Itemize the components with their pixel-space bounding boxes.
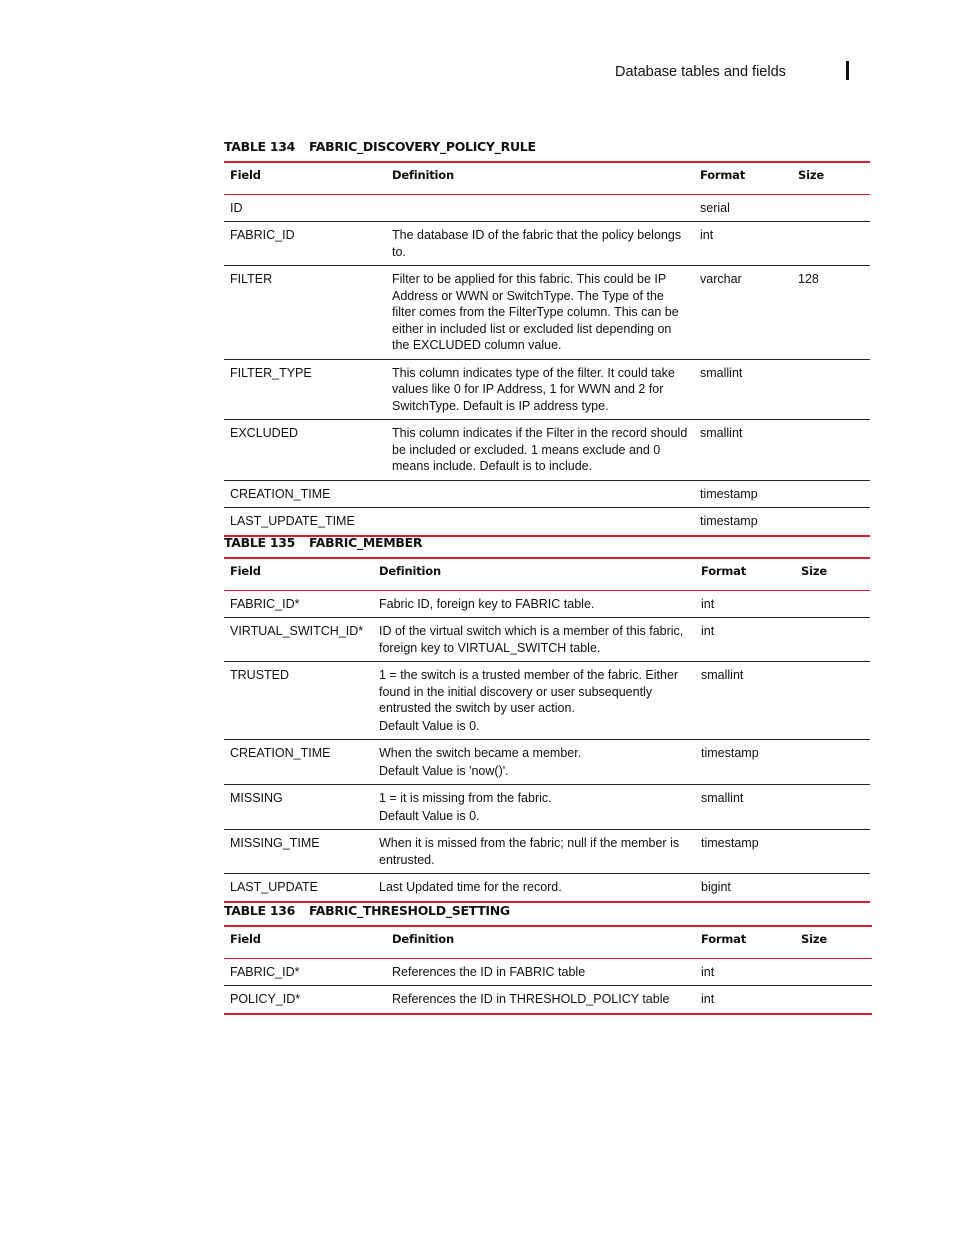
- size-cell: [795, 830, 870, 874]
- table-row: [224, 958, 872, 986]
- table-caption: [224, 535, 870, 557]
- format-cell: smallint: [694, 359, 792, 420]
- size-cell: [792, 508, 870, 536]
- table-row: [224, 480, 870, 508]
- format-cell: int: [694, 222, 792, 266]
- chapter-marker-bar: [846, 61, 849, 80]
- size-cell: [792, 420, 870, 481]
- table-134-block: [224, 139, 870, 537]
- data-table: [224, 557, 870, 903]
- data-table: [224, 925, 872, 1015]
- format-cell: int: [695, 618, 795, 662]
- table-header-row: [224, 926, 872, 958]
- definition-paragraph: Filter to be applied for this fabric. This could be IP Address or WWN or SwitchType. The Type of the filter comes from the FilterType column. This can be either in included list or excluded list depending on the EXCLUDED column value.: [392, 272, 679, 352]
- definition-cell: [373, 590, 695, 618]
- table-row: [224, 785, 870, 830]
- size-cell: [795, 590, 870, 618]
- format-cell: serial: [694, 194, 792, 222]
- format-cell: timestamp: [695, 740, 795, 785]
- format-cell: timestamp: [695, 830, 795, 874]
- definition-paragraph: Default Value is 0.: [379, 808, 480, 823]
- table-number: TABLE 134: [224, 139, 296, 154]
- table-row: [224, 740, 870, 785]
- table-caption: [224, 139, 870, 161]
- format-cell: smallint: [694, 420, 792, 481]
- format-cell: bigint: [695, 874, 795, 902]
- definition-cell: [373, 830, 695, 874]
- table-name: FABRIC_DISCOVERY_POLICY_RULE: [309, 139, 536, 154]
- column-header: Size: [792, 162, 870, 194]
- size-cell: [792, 480, 870, 508]
- data-table: [224, 161, 870, 537]
- size-cell: [795, 785, 870, 830]
- definition-paragraph: This column indicates type of the filter. It could take values like 0 for IP Address, 1 for WWN and 2 for SwitchType. Default is IP address type.: [392, 365, 675, 413]
- definition-cell: [386, 958, 695, 986]
- running-head: Database tables and fields: [615, 64, 786, 80]
- definition-paragraph: 1 = it is missing from the fabric.: [379, 791, 552, 805]
- format-cell: int: [695, 590, 795, 618]
- column-header: Field: [224, 558, 373, 590]
- definition-cell: [373, 662, 695, 740]
- field-cell: FABRIC_ID*: [224, 958, 386, 986]
- field-cell: ID: [224, 194, 386, 222]
- column-header: Format: [694, 162, 792, 194]
- definition-paragraph: Default Value is 'now()'.: [379, 763, 509, 778]
- definition-paragraph: Default Value is 0.: [379, 718, 480, 733]
- field-cell: EXCLUDED: [224, 420, 386, 481]
- column-header: Format: [695, 558, 795, 590]
- table-number: TABLE 136: [224, 903, 296, 918]
- definition-cell: [373, 740, 695, 785]
- format-cell: timestamp: [694, 480, 792, 508]
- definition-cell: [386, 359, 694, 420]
- column-header: Definition: [386, 926, 695, 958]
- table-row: [224, 222, 870, 266]
- field-cell: FABRIC_ID: [224, 222, 386, 266]
- column-header: Definition: [386, 162, 694, 194]
- table-row: [224, 830, 870, 874]
- definition-paragraph: The database ID of the fabric that the policy belongs to.: [392, 228, 682, 259]
- field-cell: CREATION_TIME: [224, 480, 386, 508]
- definition-paragraph: This column indicates if the Filter in the record should be included or excluded. 1 means exclude and 0 means include. Default is to include.: [392, 426, 688, 473]
- table-header-row: [224, 558, 870, 590]
- definition-cell: [386, 508, 694, 536]
- definition-paragraph: When it is missed from the fabric; null if the member is entrusted.: [379, 836, 680, 867]
- definition-cell: [386, 480, 694, 508]
- column-header: Format: [695, 926, 795, 958]
- definition-paragraph: References the ID in FABRIC table: [392, 964, 586, 979]
- field-cell: FILTER_TYPE: [224, 359, 386, 420]
- definition-cell: [373, 618, 695, 662]
- table-row: [224, 194, 870, 222]
- column-header: Size: [795, 558, 870, 590]
- definition-paragraph: When the switch became a member.: [379, 746, 582, 760]
- column-header: Definition: [373, 558, 695, 590]
- definition-cell: [386, 986, 695, 1014]
- table-row: [224, 590, 870, 618]
- table-row: [224, 662, 870, 740]
- size-cell: [795, 618, 870, 662]
- table-row: [224, 266, 870, 360]
- format-cell: int: [695, 958, 795, 986]
- definition-cell: [386, 194, 694, 222]
- table-name: FABRIC_MEMBER: [309, 535, 423, 550]
- field-cell: MISSING_TIME: [224, 830, 373, 874]
- field-cell: TRUSTED: [224, 662, 373, 740]
- definition-paragraph: 1 = the switch is a trusted member of the fabric. Either found in the initial discovery or user subsequently entrusted the switch by user action.: [379, 668, 679, 715]
- format-cell: varchar: [694, 266, 792, 360]
- field-cell: MISSING: [224, 785, 373, 830]
- column-header: Size: [795, 926, 872, 958]
- definition-cell: [373, 785, 695, 830]
- field-cell: VIRTUAL_SWITCH_ID*: [224, 618, 373, 662]
- column-header: Field: [224, 926, 386, 958]
- definition-paragraph: References the ID in THRESHOLD_POLICY table: [392, 992, 670, 1006]
- table-number: TABLE 135: [224, 535, 296, 550]
- table-row: [224, 359, 870, 420]
- format-cell: smallint: [695, 785, 795, 830]
- table-135-block: [224, 535, 870, 903]
- definition-paragraph: ID of the virtual switch which is a member of this fabric, foreign key to VIRTUAL_SWITCH table.: [379, 624, 684, 655]
- size-cell: [795, 874, 870, 902]
- table-row: [224, 618, 870, 662]
- table-caption: [224, 903, 872, 925]
- size-cell: [792, 222, 870, 266]
- field-cell: LAST_UPDATE: [224, 874, 373, 902]
- table-row: [224, 986, 872, 1014]
- table-row: [224, 508, 870, 536]
- table-136-block: [224, 903, 872, 1015]
- size-cell: [792, 194, 870, 222]
- size-cell: [795, 662, 870, 740]
- size-cell: [792, 359, 870, 420]
- definition-cell: [386, 420, 694, 481]
- format-cell: int: [695, 986, 795, 1014]
- field-cell: LAST_UPDATE_TIME: [224, 508, 386, 536]
- size-cell: [795, 986, 872, 1014]
- table-header-row: [224, 162, 870, 194]
- definition-cell: [386, 222, 694, 266]
- field-cell: CREATION_TIME: [224, 740, 373, 785]
- size-cell: [795, 958, 872, 986]
- field-cell: POLICY_ID*: [224, 986, 386, 1014]
- definition-cell: [373, 874, 695, 902]
- column-header: Field: [224, 162, 386, 194]
- table-name: FABRIC_THRESHOLD_SETTING: [309, 903, 510, 918]
- field-cell: FABRIC_ID*: [224, 590, 373, 618]
- size-cell: [795, 740, 870, 785]
- format-cell: smallint: [695, 662, 795, 740]
- table-row: [224, 874, 870, 902]
- definition-paragraph: Fabric ID, foreign key to FABRIC table.: [379, 596, 595, 611]
- format-cell: timestamp: [694, 508, 792, 536]
- table-row: [224, 420, 870, 481]
- definition-cell: [386, 266, 694, 360]
- size-cell: 128: [792, 266, 870, 360]
- field-cell: FILTER: [224, 266, 386, 360]
- definition-paragraph: Last Updated time for the record.: [379, 880, 562, 894]
